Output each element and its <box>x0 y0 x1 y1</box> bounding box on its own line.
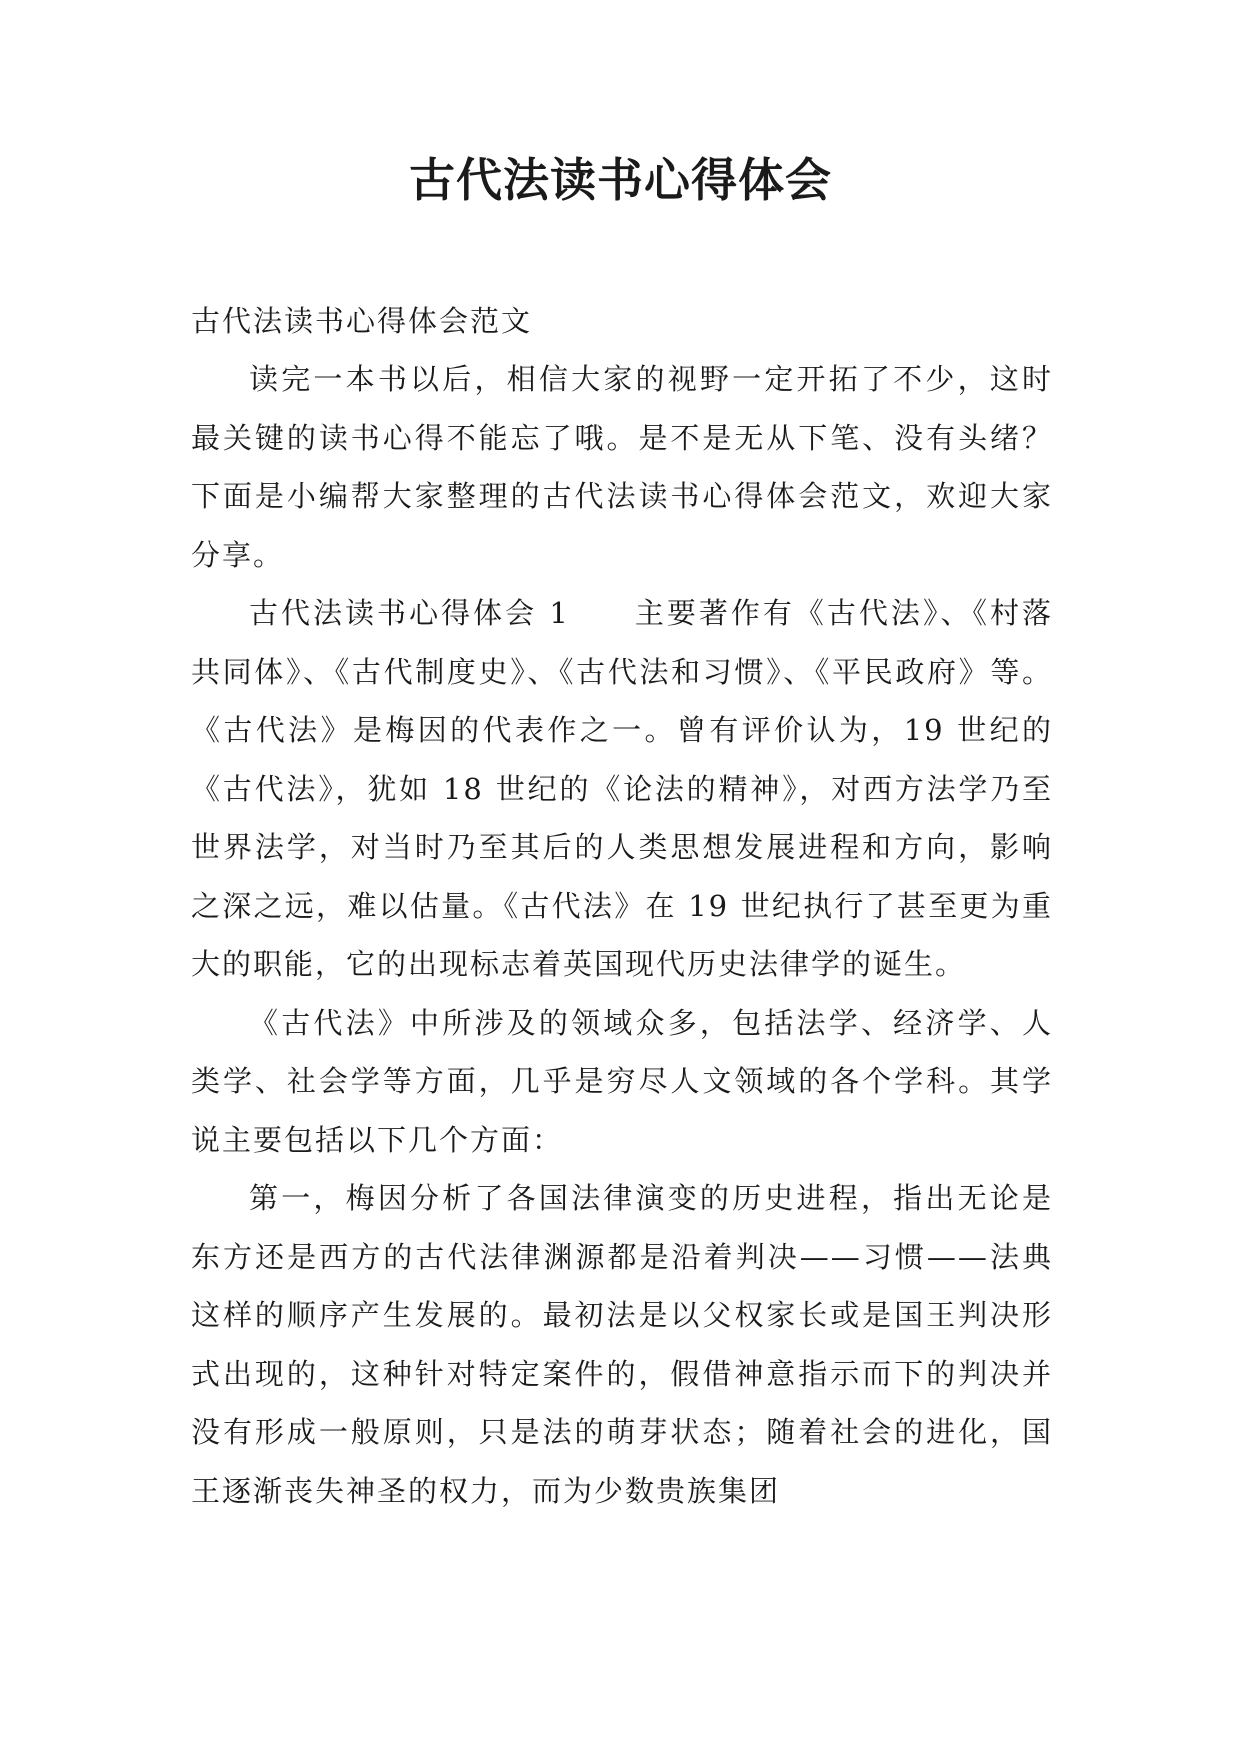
paragraph-1: 古代法读书心得体会 1 主要著作有《古代法》、《村落共同体》、《古代制度史》、《古代法和习惯》、《平民政府》等。《古代法》是梅因的代表作之一。曾有评价认为，19 世纪的《古代法》，犹如 18 世纪的《论法的精神》，对西方法学乃至世界法学，对当时乃至其后的人类思想发展进程和方向，影响之深之远，难以估量。《古代法》在 19 世纪执行了甚至更为重大的职能，它的出现标志着英国现代历史法律学的诞生。 <box>191 596 1053 981</box>
paragraph-intro: 读完一本书以后，相信大家的视野一定开拓了不少，这时最关键的读书心得不能忘了哦。是不是无从下笔、没有头绪？下面是小编帮大家整理的古代法读书心得体会范文，欢迎大家分享。 <box>191 362 1053 572</box>
document-body <box>191 292 1053 1520</box>
document-subtitle: 古代法读书心得体会范文 <box>191 304 533 338</box>
document-title: 古代法读书心得体会 <box>409 153 832 207</box>
paragraph-3: 第一，梅因分析了各国法律演变的历史进程，指出无论是东方还是西方的古代法律渊源都是沿着判决——习惯——法典这样的顺序产生发展的。最初法是以父权家长或是国王判决形式出现的，这种针对特定案件的，假借神意指示而下的判决并没有形成一般原则，只是法的萌芽状态；随着社会的进化，国王逐渐丧失神圣的权力，而为少数贵族集团 <box>191 1181 1053 1508</box>
paragraph-2: 《古代法》中所涉及的领域众多，包括法学、经济学、人类学、社会学等方面，几乎是穷尽人文领域的各个学科。其学说主要包括以下几个方面： <box>191 1005 1053 1157</box>
